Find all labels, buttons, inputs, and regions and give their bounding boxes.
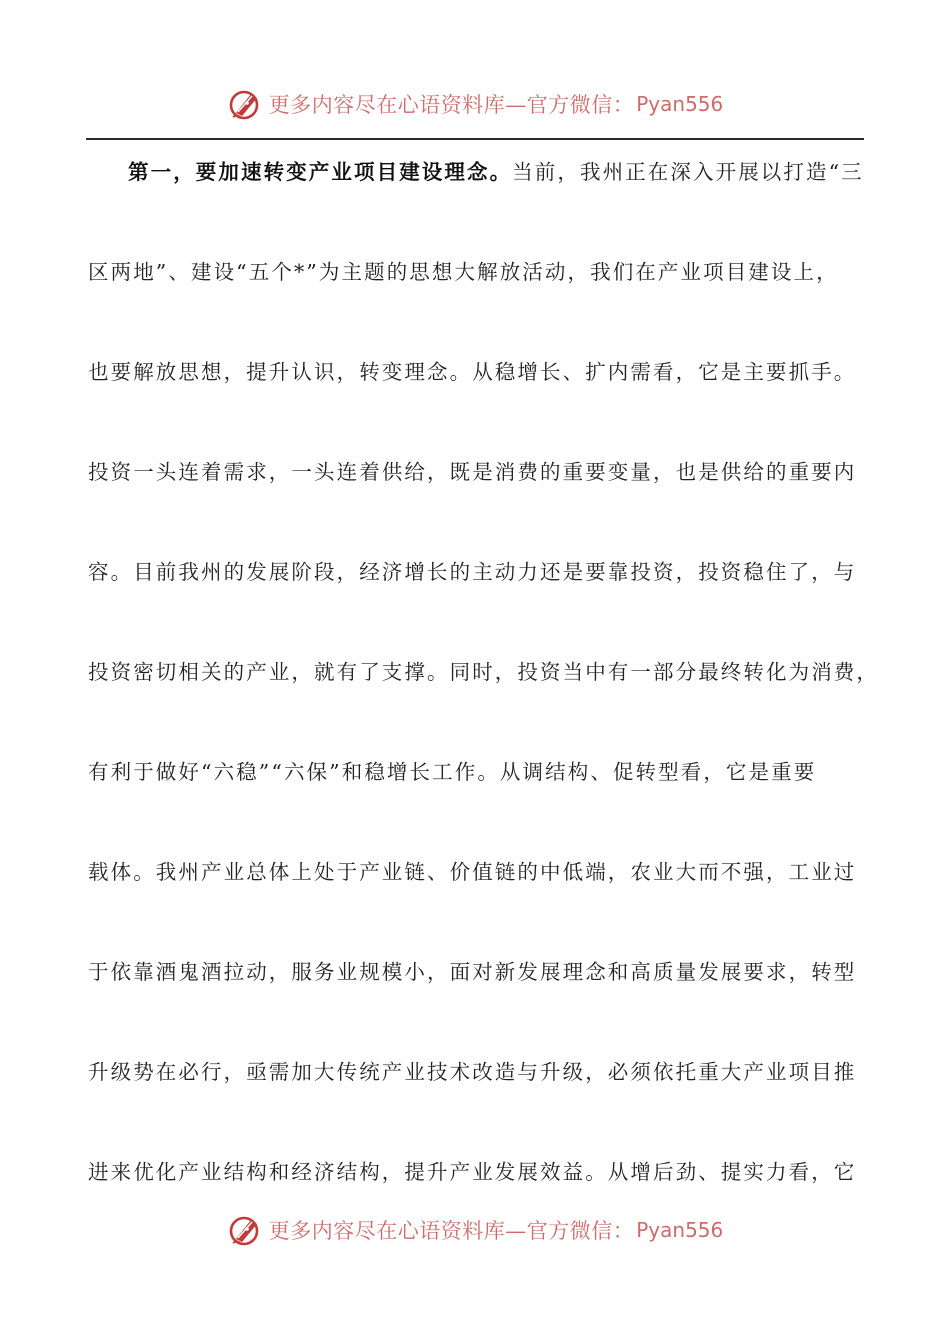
paragraph-line-7: 有利于做好“六稳”“六保”和稳增长工作。从调结构、促转型看，它是重要 xyxy=(88,760,817,784)
paragraph-text: 当前，我州正在深入开展以打造“三 xyxy=(512,160,864,184)
header-banner xyxy=(0,82,950,126)
footer-banner-content xyxy=(227,1212,724,1248)
pen-nib-circle-icon xyxy=(227,1212,263,1248)
footer-banner xyxy=(0,1208,950,1252)
paragraph-line-4: 投资一头连着需求，一头连着供给，既是消费的重要变量，也是供给的重要内 xyxy=(88,460,857,484)
footer-banner-text: 更多内容尽在心语资料库—官方微信： xyxy=(268,1219,635,1243)
footer-wechat-id: Pyan556 xyxy=(636,1218,724,1242)
paragraph-line-8: 载体。我州产业总体上处于产业链、价值链的中低端，农业大而不强，工业过 xyxy=(88,860,857,884)
document-body xyxy=(88,152,879,1252)
paragraph-line-2: 区两地”、建设“五个*”为主题的思想大解放活动，我们在产业项目建设上， xyxy=(88,260,839,284)
paragraph-line-5: 容。目前我州的发展阶段，经济增长的主动力还是要靠投资，投资稳住了，与 xyxy=(88,560,857,584)
header-wechat-id: Pyan556 xyxy=(636,92,724,116)
header-banner-content xyxy=(227,86,724,122)
paragraph-line-10: 升级势在必行，亟需加大传统产业技术改造与升级，必须依托重大产业项目推 xyxy=(88,1060,857,1084)
pen-nib-circle-icon xyxy=(227,86,263,122)
paragraph-line-6: 投资密切相关的产业，就有了支撑。同时，投资当中有一部分最终转化为消费， xyxy=(88,660,879,684)
header-banner-text: 更多内容尽在心语资料库—官方微信： xyxy=(268,93,635,117)
header-divider xyxy=(86,138,864,140)
paragraph-line-3: 也要解放思想，提升认识，转变理念。从稳增长、扩内需看，它是主要抓手。 xyxy=(88,360,857,384)
paragraph-line-9: 于依靠酒鬼酒拉动，服务业规模小，面对新发展理念和高质量发展要求，转型 xyxy=(88,960,857,984)
paragraph-line-11: 进来优化产业结构和经济结构，提升产业发展效益。从增后劲、提实力看，它 xyxy=(88,1160,857,1184)
section-heading: 第一，要加速转变产业项目建设理念。 xyxy=(128,160,513,184)
paragraph-line-1 xyxy=(88,152,868,252)
